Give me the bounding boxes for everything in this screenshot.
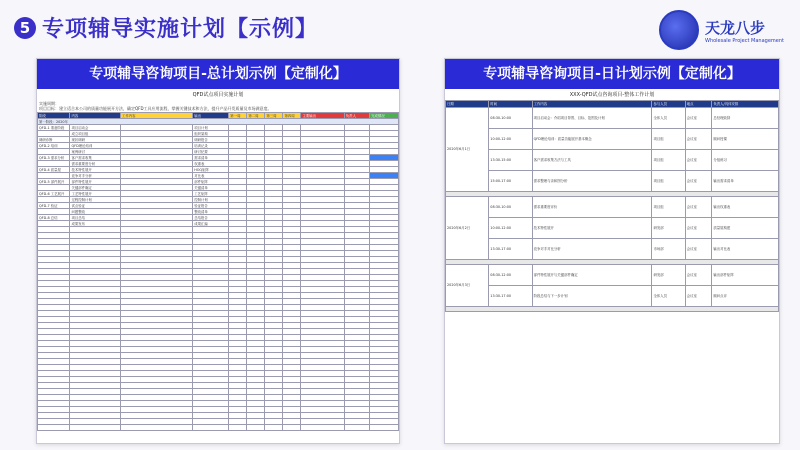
note-cell: 顾问授课: [712, 129, 779, 150]
empty-cell: [38, 425, 70, 431]
phase-cell: QFD-1 准备阶段: [38, 125, 70, 131]
logo-subtext: Wholesale Project Management: [705, 37, 784, 44]
content-cell: 部件特性展开: [70, 179, 121, 185]
people-cell: 项目组: [652, 171, 685, 192]
time-cell: 10:00-12:00: [489, 218, 532, 239]
content-cell: QFD理论培训：质量功能展开基本概念: [532, 129, 652, 150]
content-cell: 竞争对手对比分析: [532, 239, 652, 260]
overall-plan-sheet-title: QFD试点项目实施计划: [192, 92, 244, 98]
output-cell: 验证报告: [193, 203, 229, 209]
place-cell: 会议室: [685, 171, 712, 192]
table-row: [446, 129, 779, 150]
people-cell: 项目组: [652, 150, 685, 171]
table-row: [446, 239, 779, 260]
col-header: 负责人: [344, 113, 369, 119]
dragon-logo-icon: [659, 10, 699, 50]
content-cell: 关键部件确定: [70, 185, 121, 191]
date-cell: 2020年6月1日: [446, 108, 489, 192]
daily-plan-sheet-title: XXX-QFD试点咨询项目-整体工作计划: [569, 92, 655, 98]
output-cell: 项目计划: [193, 125, 229, 131]
people-cell: 市场部: [652, 239, 685, 260]
col-header: 完成情况: [370, 113, 399, 119]
output-cell: 成果汇编: [193, 221, 229, 227]
phase-cell: QFD-3 需求分析: [38, 155, 70, 161]
content-cell: 客户需求收集: [70, 155, 121, 161]
slide-title-group: [14, 12, 318, 43]
time-cell: 15:00-17:00: [489, 171, 532, 192]
time-cell: 13:30-15:00: [489, 150, 532, 171]
content-cell: 需求重要度分析: [70, 161, 121, 167]
phase-cell: 调研诊断: [38, 137, 70, 143]
output-cell: 调研报告: [193, 137, 229, 143]
people-cell: 全体人员: [652, 108, 685, 129]
empty-cell: [70, 425, 121, 431]
col-header: 第一周: [229, 113, 247, 119]
phase-cell: QFD-2 培训: [38, 143, 70, 149]
place-cell: 会议室: [685, 286, 712, 307]
col-header: 工作内容: [532, 101, 652, 108]
col-header: 时间: [489, 101, 532, 108]
time-cell: 08:30-10:00: [489, 108, 532, 129]
content-cell: 过程控制计划: [70, 197, 121, 203]
info-line: 实施周期：: [39, 101, 59, 106]
phase-cell: QFD-8 总结: [38, 215, 70, 221]
note-cell: 质量屋构建: [712, 218, 779, 239]
content-cell: 成果发布: [70, 221, 121, 227]
content-cell: 项目启动会: [70, 125, 121, 131]
time-cell: 13:30-17:00: [489, 286, 532, 307]
table-row: [446, 286, 779, 307]
table-row: [446, 108, 779, 129]
table-row: [446, 218, 779, 239]
content-cell: 成立项目组: [70, 131, 121, 137]
daily-plan-panel: [444, 58, 780, 444]
note-cell: 输出部件矩阵: [712, 265, 779, 286]
content-cell: 案例研讨: [70, 149, 121, 155]
note-cell: 总经理致辞: [712, 108, 779, 129]
empty-cell: [229, 425, 247, 431]
col-header: 日期: [446, 101, 489, 108]
content-cell: 需求重要度评价: [532, 197, 652, 218]
people-cell: 研发部: [652, 265, 685, 286]
place-cell: 会议室: [685, 108, 712, 129]
col-header: 参与人员: [652, 101, 685, 108]
people-cell: 项目组: [652, 197, 685, 218]
phase-cell: QFD-6 工艺展开: [38, 191, 70, 197]
content-cell: 客户需求收集方法与工具: [532, 150, 652, 171]
info-line: 项目目标：建立适合本公司的质量功能展开方法，确定QFD工具应用流程，掌握关键技术和方法，提升产品开发质量及市场满意度。: [39, 106, 272, 111]
col-header: 地点: [685, 101, 712, 108]
empty-cell: [265, 425, 283, 431]
time-cell: 13:30-17:00: [489, 239, 532, 260]
time-cell: 08:30-10:00: [489, 197, 532, 218]
col-header: 工作内容: [121, 113, 193, 119]
output-cell: 培训记录: [193, 143, 229, 149]
output-cell: 权重表: [193, 161, 229, 167]
table-row: [446, 171, 779, 192]
table-row: [446, 197, 779, 218]
col-header: 第三周: [265, 113, 283, 119]
content-cell: QFD理论培训: [70, 143, 121, 149]
empty-cell: [121, 425, 193, 431]
place-cell: 会议室: [685, 218, 712, 239]
daily-plan-table: [445, 100, 779, 312]
table-header-row: [446, 101, 779, 108]
content-cell: 需求整理与亲和图分析: [532, 171, 652, 192]
project-info: [37, 100, 399, 112]
col-header: 第四周: [283, 113, 301, 119]
empty-cell: [247, 425, 265, 431]
output-cell: 总结报告: [193, 215, 229, 221]
empty-cell: [283, 425, 301, 431]
col-header: 负责人/具体安排: [712, 101, 779, 108]
output-cell: 组织架构: [193, 131, 229, 137]
note-cell: 输出需求清单: [712, 171, 779, 192]
output-cell: 控制计划: [193, 197, 229, 203]
content-cell: 现状调研: [70, 137, 121, 143]
table-row: [38, 425, 399, 431]
content-cell: 技术特性展开: [532, 218, 652, 239]
date-cell: 2020年6月3日: [446, 265, 489, 307]
empty-cell: [301, 425, 344, 431]
company-logo: [659, 10, 784, 50]
phase-cell: QFD-7 验证: [38, 203, 70, 209]
output-cell: HOQ矩阵: [193, 167, 229, 173]
time-cell: 08:30-12:00: [489, 265, 532, 286]
daily-plan-header: 专项辅导咨询项目-日计划示例【定制化】: [445, 59, 779, 89]
separator-cell: [446, 307, 779, 312]
overall-plan-header: 专项辅导咨询项目-总计划示例【定制化】: [37, 59, 399, 89]
output-cell: 研讨纪要: [193, 149, 229, 155]
col-header: 内容: [70, 113, 121, 119]
content-cell: 项目总结: [70, 215, 121, 221]
table-row: [446, 265, 779, 286]
people-cell: 项目组: [652, 129, 685, 150]
date-cell: 2020年6月2日: [446, 197, 489, 260]
place-cell: 会议室: [685, 197, 712, 218]
phase-cell: QFD-5 部件展开: [38, 179, 70, 185]
content-cell: 部件特性展开与关键部件确定: [532, 265, 652, 286]
output-cell: 关键清单: [193, 185, 229, 191]
col-header: 输出: [193, 113, 229, 119]
people-cell: 全体人员: [652, 286, 685, 307]
output-cell: 整改清单: [193, 209, 229, 215]
col-header: 阶段: [38, 113, 70, 119]
note-cell: 输出权重表: [712, 197, 779, 218]
place-cell: 会议室: [685, 265, 712, 286]
time-cell: 10:00-12:00: [489, 129, 532, 150]
note-cell: 分组练习: [712, 150, 779, 171]
output-cell: 对比表: [193, 173, 229, 179]
content-cell: 工艺特性展开: [70, 191, 121, 197]
slide-title: 专项辅导实施计划【示例】: [42, 17, 319, 42]
section-number-badge: 5: [14, 17, 36, 39]
phase-cell: QFD-4 质量屋: [38, 167, 70, 173]
day-separator: [446, 307, 779, 312]
logo-text: 天龙八步: [705, 18, 766, 37]
place-cell: 会议室: [685, 150, 712, 171]
output-cell: 部件矩阵: [193, 179, 229, 185]
content-cell: 阶段总结与下一步计划: [532, 286, 652, 307]
output-cell: 需求清单: [193, 155, 229, 161]
note-cell: 输出对比表: [712, 239, 779, 260]
content-cell: 项目启动会：介绍项目背景、目标、范围及计划: [532, 108, 652, 129]
empty-cell: [344, 425, 369, 431]
note-cell: 顾问点评: [712, 286, 779, 307]
place-cell: 会议室: [685, 129, 712, 150]
empty-cell: [193, 425, 229, 431]
place-cell: 会议室: [685, 239, 712, 260]
content-cell: 技术特性展开: [70, 167, 121, 173]
col-header: 主要输出: [301, 113, 344, 119]
content-cell: 试点验证: [70, 203, 121, 209]
overall-plan-table: [37, 112, 399, 431]
col-header: 第二周: [247, 113, 265, 119]
output-cell: 工艺矩阵: [193, 191, 229, 197]
content-cell: 竞争对手分析: [70, 173, 121, 179]
empty-cell: [370, 425, 399, 431]
table-row: [446, 150, 779, 171]
phase-label: 第一阶段：2020年: [38, 119, 399, 125]
people-cell: 研发部: [652, 218, 685, 239]
content-cell: 问题整改: [70, 209, 121, 215]
overall-plan-panel: [36, 58, 400, 444]
